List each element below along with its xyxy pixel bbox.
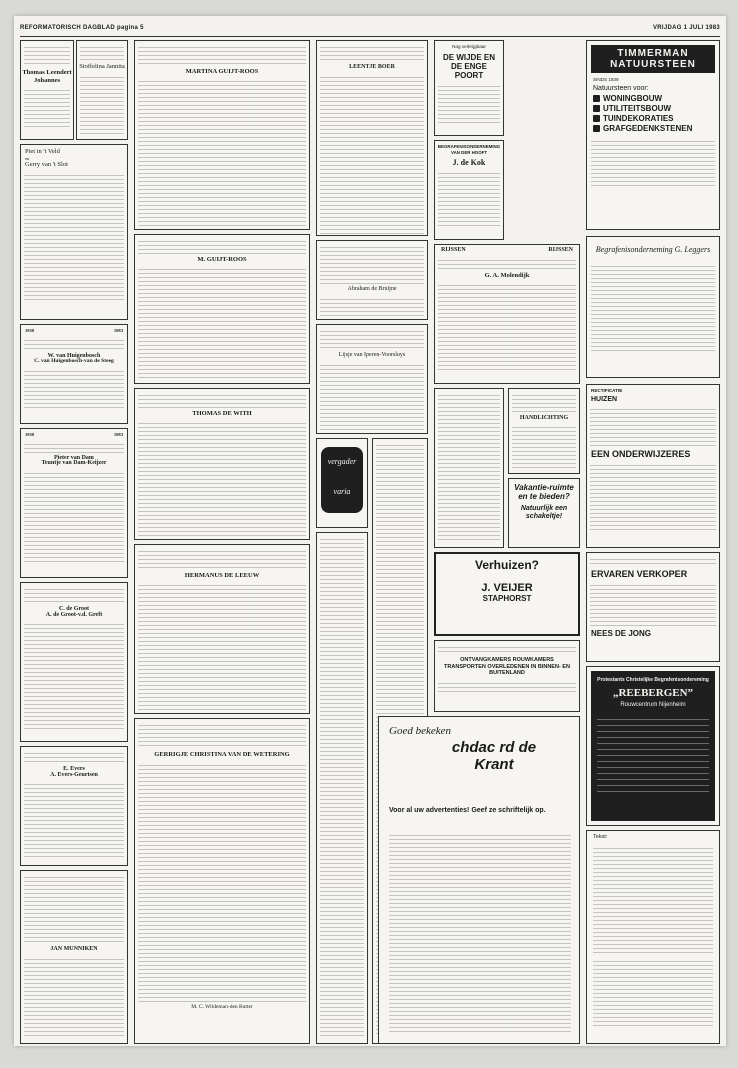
announcement-name: A. Evers-Geurtsen bbox=[50, 771, 98, 778]
coupon-text-lines[interactable] bbox=[593, 845, 713, 955]
column-2 bbox=[134, 40, 310, 1040]
notice-place: HUIZEN bbox=[591, 395, 618, 403]
announcement-box bbox=[508, 388, 580, 474]
text-block bbox=[320, 296, 424, 316]
moving-ad-name: J. VEIJER bbox=[481, 582, 533, 594]
announcement-name: MARTINA GUIJT-ROOS bbox=[185, 68, 259, 75]
moving-ad-place: STAPHORST bbox=[482, 594, 532, 603]
text-block bbox=[512, 424, 576, 470]
page-header-left: REFORMATORISCH DAGBLAD pagina 5 bbox=[20, 25, 144, 31]
announcement-name: A. de Groot-v.d. Greft bbox=[45, 611, 103, 618]
announcement-box bbox=[316, 240, 428, 320]
moving-ad-title: Verhuizen? bbox=[474, 558, 539, 572]
announcement-name: LEENTJE BOER bbox=[349, 64, 395, 70]
column-4 bbox=[389, 40, 580, 1040]
vacancy-title: EEN ONDERWIJZERES bbox=[591, 448, 691, 459]
text-block bbox=[24, 87, 70, 127]
funeral-ad bbox=[586, 666, 720, 826]
announcement-box bbox=[316, 324, 428, 434]
coupon-logo: chdac rd de Krant bbox=[451, 739, 537, 773]
text-block bbox=[138, 238, 306, 254]
announcement-name: M. GUIJT-ROOS bbox=[197, 256, 247, 263]
announcement-box bbox=[134, 40, 310, 230]
stone-ad-item: WONINGBOUW bbox=[593, 94, 713, 104]
text-block bbox=[512, 392, 576, 412]
coupon-form[interactable] bbox=[389, 832, 571, 1032]
announcement-name: G. A. Molendijk bbox=[484, 271, 530, 279]
bullet-icon bbox=[593, 115, 600, 122]
year-left: 1958 bbox=[25, 432, 35, 437]
text-block bbox=[590, 582, 716, 626]
announcement-name: Stoffelina Jannita bbox=[79, 63, 125, 70]
stone-ad-logo: TIMMERMAN NATUURSTEEN bbox=[591, 45, 715, 73]
stone-ad-lead: Natuursteen voor: bbox=[593, 84, 649, 92]
funeral-services-text: ONTVANGKAMERS ROUWKAMERS TRANSPORTEN OVERLEDENEN IN BINNEN- EN BUITENLAND bbox=[444, 657, 570, 676]
announcement-name: Lijsje van Iperen-Voorsluys bbox=[338, 352, 406, 358]
funeral-ad bbox=[434, 140, 504, 240]
notice-label: RECTIFICATIE bbox=[591, 388, 623, 393]
announcement-box bbox=[20, 324, 128, 424]
announcement-box bbox=[20, 428, 128, 578]
announcement-box bbox=[20, 746, 128, 866]
year-right: 1983 bbox=[113, 432, 123, 437]
place-right: RIJSSEN bbox=[548, 247, 573, 253]
announcement-name: E. Evers bbox=[63, 766, 85, 772]
announcement-box bbox=[316, 40, 428, 236]
book-ad-title: DE WIJDE EN DE ENGE POORT bbox=[442, 52, 495, 80]
text-block bbox=[591, 138, 715, 186]
stone-ad-item: GRAFGEDENKSTENEN bbox=[593, 124, 713, 134]
church-listing bbox=[434, 388, 504, 548]
page-header-right: VRIJDAG 1 JULI 1983 bbox=[652, 25, 720, 31]
text-block bbox=[24, 956, 124, 1036]
announcement-name: W. van Huigenbosch bbox=[47, 352, 101, 359]
text-block bbox=[24, 172, 124, 302]
announcement-name: Thomas Leendert bbox=[22, 69, 72, 76]
text-block bbox=[138, 762, 306, 1002]
coupon-text-label: Tekst: bbox=[593, 834, 608, 840]
announcement-box bbox=[20, 582, 128, 742]
book-ad-tagline: Nog verkrijgbaar bbox=[452, 44, 486, 49]
notice-box bbox=[586, 384, 720, 548]
newspaper-page bbox=[14, 16, 726, 1046]
announcement-name: Piet in 't Veld bbox=[25, 148, 60, 155]
funeral-ad-sub: Protestants Christelijke Begrafenisondereming bbox=[597, 677, 709, 683]
text-block bbox=[320, 44, 424, 62]
announcement-name: C. van Huigenbosch-van de Steeg bbox=[34, 358, 114, 365]
text-block bbox=[320, 536, 364, 1036]
place-left: RIJSSEN bbox=[441, 247, 466, 253]
bullet-icon bbox=[593, 125, 600, 132]
announcement-name: HERMANUS DE LEEUW bbox=[184, 572, 260, 579]
moving-ad bbox=[434, 552, 580, 636]
text-block bbox=[320, 362, 424, 430]
funeral-ad-title: BEGRAFENISONDERNEMING VAN DER HOOFT bbox=[437, 144, 501, 155]
text-block bbox=[24, 781, 124, 859]
announcement-name: JAN MUNNIKEN bbox=[50, 946, 98, 952]
page-header bbox=[20, 22, 720, 37]
text-block bbox=[138, 582, 306, 712]
announcement-box bbox=[20, 144, 128, 320]
funeral-ad-place: Rouwcentrum Nijenheim bbox=[620, 702, 686, 708]
stone-ad-item: UTILITEITSBOUW bbox=[593, 104, 713, 114]
announcement-box bbox=[134, 544, 310, 714]
text-block bbox=[138, 78, 306, 226]
text-block bbox=[138, 266, 306, 378]
text-block bbox=[24, 874, 124, 944]
text-block bbox=[320, 74, 424, 234]
church-listing bbox=[316, 532, 368, 1044]
announcement-signature: M. C. Wildeman-den Butter bbox=[191, 1004, 253, 1010]
vacancy-title: ERVAREN VERKOPER bbox=[591, 569, 688, 579]
book-ad bbox=[434, 40, 504, 136]
holiday-ad bbox=[508, 478, 580, 548]
announcement-box bbox=[434, 244, 580, 384]
text-block bbox=[438, 282, 576, 372]
advertising-coupon bbox=[378, 716, 580, 1044]
announcement-text: en bbox=[25, 155, 30, 161]
text-block bbox=[138, 44, 306, 66]
announcement-box bbox=[134, 718, 310, 1044]
announcement-name: Pieter van Dam bbox=[54, 454, 94, 461]
announcement-name: Abraham de Bruijne bbox=[347, 286, 397, 292]
vacancy-company: NEES DE JONG bbox=[591, 629, 652, 638]
text-block bbox=[24, 337, 124, 351]
coupon-tagline: Goed bekeken bbox=[389, 725, 451, 737]
text-block bbox=[138, 722, 306, 748]
text-block bbox=[24, 470, 124, 562]
text-block bbox=[597, 714, 709, 794]
text-block bbox=[590, 406, 716, 446]
announcement-name: Gerry van 't Slot bbox=[25, 161, 68, 169]
announcement-name: Teuntje van Dam-Keijzer bbox=[41, 460, 107, 467]
text-block bbox=[80, 74, 124, 134]
stone-ad bbox=[586, 40, 720, 230]
vergader-varia-title: vergader varia bbox=[321, 447, 363, 513]
announcement-box bbox=[76, 40, 128, 140]
text-block bbox=[138, 392, 306, 408]
funeral-ad-title: Begrafenisonderneming G. Leggers bbox=[595, 245, 711, 254]
text-block bbox=[593, 958, 713, 1028]
bullet-icon bbox=[593, 105, 600, 112]
text-block bbox=[438, 392, 500, 540]
stone-ad-item: TUINDEKORATIES bbox=[593, 114, 713, 124]
funeral-ad-title: „REEBERGEN” bbox=[612, 687, 694, 699]
year-left: 1958 bbox=[25, 328, 35, 333]
announcement-name: Johannes bbox=[33, 76, 60, 84]
bullet-icon bbox=[593, 95, 600, 102]
text-block bbox=[438, 83, 500, 123]
text-block bbox=[438, 257, 576, 269]
text-block bbox=[590, 462, 716, 532]
text-block bbox=[438, 644, 576, 654]
holiday-ad-title: Vakantie-ruimte en te bieden? bbox=[514, 483, 574, 501]
funeral-ad-name: J. de Kok bbox=[452, 158, 486, 168]
text-block bbox=[24, 44, 70, 66]
column-5 bbox=[586, 40, 720, 1040]
text-block bbox=[591, 263, 715, 353]
announcement-box bbox=[20, 870, 128, 1044]
text-block bbox=[80, 44, 124, 60]
announcement-name: C. de Groot bbox=[58, 606, 90, 612]
text-block bbox=[138, 548, 306, 570]
text-block bbox=[24, 621, 124, 731]
text-block bbox=[24, 750, 124, 764]
announcement-name: GERRIGJE CHRISTINA VAN DE WETERING bbox=[154, 751, 290, 758]
text-block bbox=[24, 441, 124, 453]
funeral-ad bbox=[586, 236, 720, 378]
announcement-box bbox=[134, 388, 310, 540]
coupon-title: Voor al uw advertenties! Geef ze schriftelijk op. bbox=[389, 807, 546, 814]
column-1 bbox=[20, 40, 128, 1040]
funeral-services-ad bbox=[434, 640, 580, 712]
coupon-text-area[interactable] bbox=[586, 830, 720, 1044]
text-block bbox=[24, 586, 124, 604]
text-block bbox=[320, 328, 424, 350]
holiday-ad-tagline: Natuurlijk een schakeltje! bbox=[520, 505, 568, 520]
year-right: 1983 bbox=[113, 328, 123, 333]
announcement-name: THOMAS DE WITH bbox=[192, 410, 252, 417]
text-block bbox=[438, 170, 500, 228]
announcement-box bbox=[134, 234, 310, 384]
text-block bbox=[438, 680, 576, 694]
vacancy-ad bbox=[586, 552, 720, 662]
announcement-title: HANDLICHTING bbox=[519, 415, 569, 421]
text-block bbox=[320, 244, 424, 284]
text-block bbox=[138, 420, 306, 536]
vergader-logo bbox=[316, 438, 368, 528]
announcement-box bbox=[20, 40, 74, 140]
stone-ad-since: SINDS 1939 bbox=[593, 77, 619, 82]
text-block bbox=[590, 556, 716, 566]
text-block bbox=[24, 368, 124, 410]
